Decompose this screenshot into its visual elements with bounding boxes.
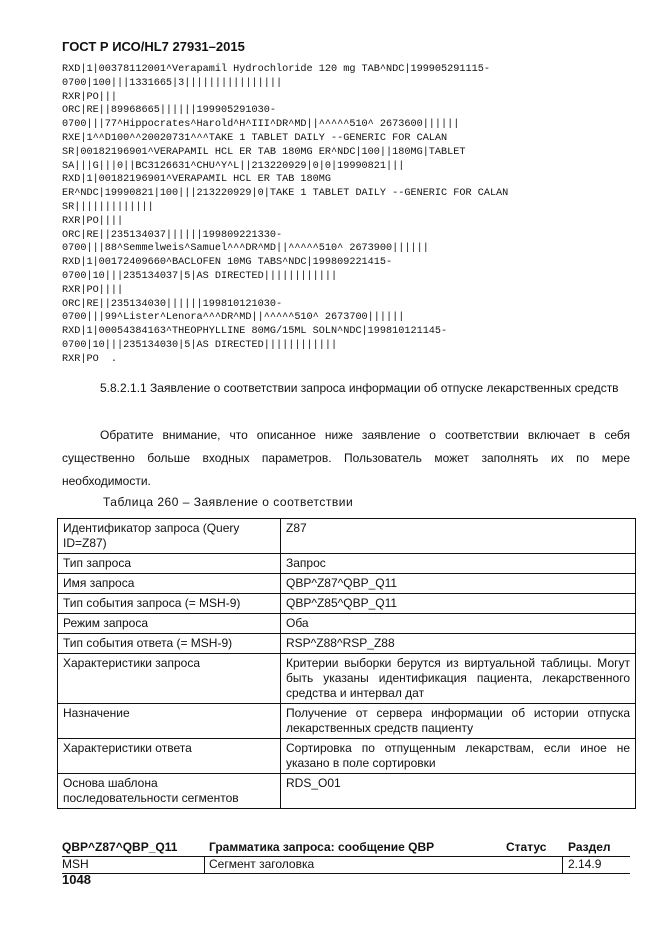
grammar-cell-description: Сегмент заголовка bbox=[209, 857, 315, 871]
table-cell-value: Оба bbox=[281, 614, 636, 634]
note-paragraph bbox=[62, 424, 630, 493]
grammar-table-header-row bbox=[62, 840, 630, 856]
code-line: RXR|PO . bbox=[62, 353, 118, 365]
grammar-header-section: Раздел bbox=[568, 840, 611, 854]
section-heading-text: 5.8.2.1.1 Заявление о соответствии запроса информации об отпуске лекарственных средств bbox=[100, 381, 619, 395]
table-caption: Таблица 260 – Заявление о соответствии bbox=[103, 495, 354, 509]
table-row bbox=[58, 554, 636, 574]
grammar-header-message: QBP^Z87^QBP_Q11 bbox=[62, 840, 178, 854]
code-line: SR||||||||||||| bbox=[62, 201, 154, 213]
code-line: 0700|||88^Semmelweis^Samuel^^^DR^MD||^^^^^510^ 2673900|||||| bbox=[62, 243, 429, 255]
code-line: ORC|RE||235134030||||||199810121030- bbox=[62, 298, 283, 310]
table-cell-value: QBP^Z85^QBP_Q11 bbox=[281, 594, 636, 614]
query-grammar-table bbox=[62, 840, 630, 874]
table-row bbox=[58, 614, 636, 634]
code-line: RXD|1|00182196901^VERAPAMIL HCL ER TAB 180MG bbox=[62, 174, 331, 186]
code-line: RXE|1^^D100^^20020731^^^TAKE 1 TABLET DAILY --GENERIC FOR CALAN bbox=[62, 132, 448, 144]
grammar-header-status: Статус bbox=[506, 840, 547, 854]
code-line: RXR|PO||| bbox=[62, 91, 118, 103]
grammar-cell-segment: MSH bbox=[62, 857, 89, 871]
table-cell-key: Тип события запроса (= MSH-9) bbox=[58, 594, 281, 614]
table-cell-value: Запрос bbox=[281, 554, 636, 574]
code-line: ORC|RE||235134037||||||199809221330- bbox=[62, 229, 283, 241]
table-cell-key: Тип события ответа (= MSH-9) bbox=[58, 634, 281, 654]
code-line: ORC|RE||89968665||||||199905291030- bbox=[62, 105, 276, 117]
table-cell-value: RDS_O01 bbox=[281, 774, 636, 809]
table-cell-value: Получение от сервера информации об истории отпуска лекарственных средств пациенту bbox=[281, 704, 636, 739]
code-line: SA|||G|||0||BC3126631^CHU^Y^L||213220929|0|0|19990821||| bbox=[62, 160, 405, 172]
table-cell-key: Основа шаблона последовательности сегментов bbox=[58, 774, 281, 809]
table-cell-value: Критерии выборки берутся из виртуальной таблицы. Могут быть указаны идентификация пациента, лекарственного средства и интервал дат bbox=[281, 654, 636, 704]
section-heading-paragraph bbox=[62, 377, 630, 400]
table-row bbox=[58, 774, 636, 809]
page-header-title: ГОСТ Р ИСО/HL7 27931–2015 bbox=[62, 39, 245, 54]
table-row bbox=[58, 594, 636, 614]
table-cell-key: Идентификатор запроса (Query ID=Z87) bbox=[58, 519, 281, 554]
table-cell-key: Характеристики запроса bbox=[58, 654, 281, 704]
table-row bbox=[58, 519, 636, 554]
grammar-header-description: Грамматика запроса: сообщение QBP bbox=[209, 840, 435, 854]
code-line: 0700|10|||235134030|5|AS DIRECTED|||||||||||| bbox=[62, 339, 338, 351]
code-line: RXD|1|00054384163^THEOPHYLLINE 80MG/15ML SOLN^NDC|199810121145- bbox=[62, 326, 448, 338]
table-cell-key: Имя запроса bbox=[58, 574, 281, 594]
table-cell-key: Характеристики ответа bbox=[58, 739, 281, 774]
code-line: ER^NDC|19990821|100|||213220929|0|TAKE 1 TABLET DAILY --GENERIC FOR CALAN bbox=[62, 188, 509, 200]
grammar-table-row bbox=[62, 856, 630, 874]
code-line: 0700|100|||1331665|3|||||||||||||||| bbox=[62, 77, 283, 89]
grammar-cell-section: 2.14.9 bbox=[568, 857, 602, 871]
table-cell-key: Тип запроса bbox=[58, 554, 281, 574]
code-line: RXD|1|00172409660^BACLOFEN 10MG TABS^NDC|199809221415- bbox=[62, 257, 393, 269]
hl7-message-code-block bbox=[62, 63, 642, 367]
conformance-statement-table bbox=[57, 518, 636, 809]
code-line: 0700|10|||235134037|5|AS DIRECTED|||||||||||| bbox=[62, 270, 338, 282]
code-line: RXD|1|00378112001^Verapamil Hydrochloride 120 mg TAB^NDC|199905291115- bbox=[62, 64, 490, 75]
table-cell-value: RSP^Z88^RSP_Z88 bbox=[281, 634, 636, 654]
table-row bbox=[58, 704, 636, 739]
page-number: 1048 bbox=[62, 872, 91, 887]
table-row bbox=[58, 654, 636, 704]
table-cell-value: Сортировка по отпущенным лекарствам, если иное не указано в поле сортировки bbox=[281, 739, 636, 774]
table-cell-value: Z87 bbox=[281, 519, 636, 554]
code-line: 0700|||99^Lister^Lenora^^^DR^MD||^^^^^510^ 2673700|||||| bbox=[62, 312, 405, 324]
table-row bbox=[58, 739, 636, 774]
code-line: RXR|PO|||| bbox=[62, 284, 124, 296]
table-row bbox=[58, 634, 636, 654]
table-cell-key: Назначение bbox=[58, 704, 281, 739]
code-line: 0700|||77^Hippocrates^Harold^H^III^DR^MD||^^^^^510^ 2673600|||||| bbox=[62, 119, 460, 131]
code-line: SR|00182196901^VERAPAMIL HCL ER TAB 180MG ER^NDC|100||180MG|TABLET bbox=[62, 146, 466, 158]
note-paragraph-text: Обратите внимание, что описанное ниже заявление о соответствии включает в себя существенно больше входных параметров. Пользователь может заполнять их по мере необходимости. bbox=[62, 428, 630, 488]
table-row bbox=[58, 574, 636, 594]
code-line: RXR|PO|||| bbox=[62, 215, 124, 227]
table-cell-value: QBP^Z87^QBP_Q11 bbox=[281, 574, 636, 594]
table-cell-key: Режим запроса bbox=[58, 614, 281, 634]
